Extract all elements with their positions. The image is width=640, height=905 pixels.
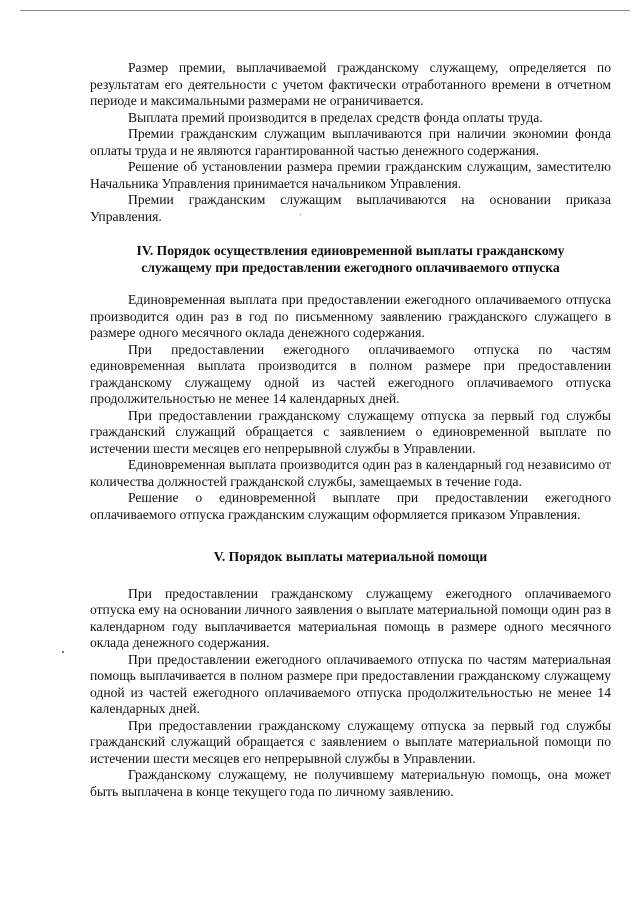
section-heading: V. Порядок выплаты материальной помощи bbox=[213, 549, 488, 564]
spacer bbox=[90, 523, 611, 549]
spacer bbox=[90, 276, 611, 292]
paragraph: Гражданскому служащему, не получившему материальную помощь, она может быть выплачена в конце текущего года по личному заявлению. bbox=[90, 767, 611, 799]
paragraph: Размер премии, выплачиваемой гражданскому служащему, определяется по результатам его деятельности с учетом фактически отработанного времени в отчетном периоде и максимальными размерами не ограничивается. bbox=[90, 60, 611, 108]
paragraph: При предоставлении гражданскому служащему отпуска за первый год службы гражданский служащий обращается с заявлением о единовременной выплате по истечении шести месяцев его непрерывной службы в Управлении. bbox=[90, 407, 611, 456]
paragraph: При предоставлении гражданскому служащему отпуска за первый год службы гражданский служащий обращается с заявлением о выплате материальной помощи по истечении шести месяцев его непрерывной службы в Управлении. bbox=[90, 717, 611, 766]
paragraph: При предоставлении гражданскому служащему ежегодного оплачиваемого отпуска ему на основании личного заявления о выплате материальной помощи один раз в календарном году выплачивается материальная помощь в размере одного месячного оклада денежного содержания. bbox=[90, 585, 611, 650]
scan-speck bbox=[300, 214, 301, 215]
section-heading: IV. Порядок осуществления единовременной выплаты гражданскому служащему при предоставлении ежегодного оплачиваемого отпуска bbox=[136, 243, 565, 275]
paragraph: Решение о единовременной выплате при предоставлении ежегодного оплачиваемого отпуска гражданским служащим оформляется приказом Управления. bbox=[90, 490, 611, 522]
paragraph: Единовременная выплата производится один раз в календарный год независимо от количества должностей гражданской службы, замещаемых в течение года. bbox=[90, 457, 611, 489]
paragraph: Выплата премий производится в пределах средств фонда оплаты труда. bbox=[128, 109, 543, 125]
paragraph: При предоставлении ежегодного оплачиваемого отпуска по частям единовременная выплата производится в полном размере при предоставлении гражданскому служащему одной из частей ежегодного оплачиваемого отпуска продолжительностью не менее 14 календарных дней. bbox=[90, 341, 611, 406]
section-bonus-rules bbox=[90, 60, 611, 225]
section-iv-one-time-payment bbox=[90, 243, 611, 523]
scan-top-edge-line bbox=[20, 10, 630, 11]
paragraph: Премии гражданским служащим выплачиваются на основании приказа Управления. bbox=[90, 192, 611, 224]
paragraph: Единовременная выплата при предоставлении ежегодного оплачиваемого отпуска производится один раз в год по письменному заявлению гражданского служащего в размере одного месячного оклада денежного содержания. bbox=[90, 292, 611, 340]
scan-speck bbox=[62, 651, 64, 653]
spacer bbox=[90, 225, 611, 243]
paragraph: Решение об установлении размера премии гражданским служащим, заместителю Начальника Управления принимается начальником Управления. bbox=[90, 159, 611, 191]
spacer bbox=[90, 566, 611, 586]
section-v-material-aid bbox=[90, 549, 611, 800]
paragraph: Премии гражданским служащим выплачиваются при наличии экономии фонда оплаты труда и не являются гарантированной частью денежного содержания. bbox=[90, 126, 611, 158]
paragraph: При предоставлении ежегодного оплачиваемого отпуска по частям материальная помощь выплачивается в полном размере при предоставлении гражданскому служащему одной из частей ежегодного оплачиваемого отпуска продолжительностью не менее 14 календарных дней. bbox=[90, 651, 611, 716]
document-page bbox=[90, 60, 611, 800]
